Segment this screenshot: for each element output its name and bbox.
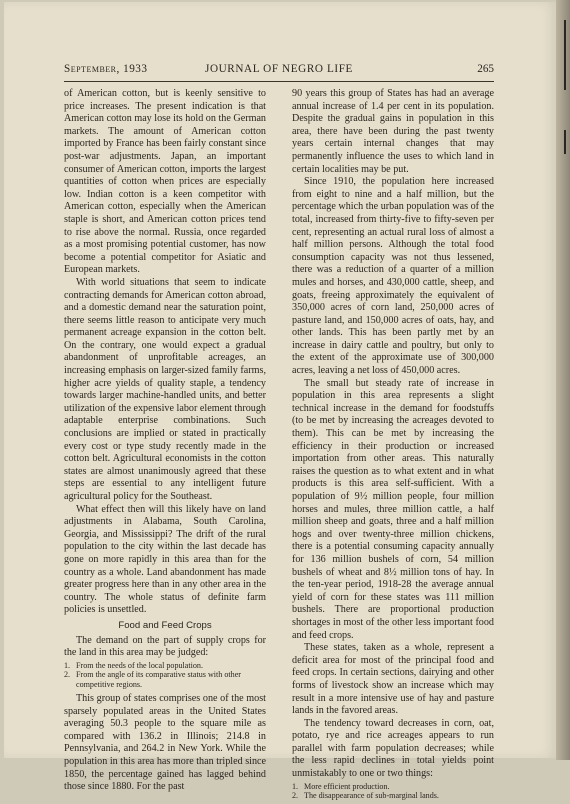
left-paragraph-2: With world situations that seem to indicate contracting demands for American cotton abroad, and a domestic demand near the saturation point, there seems little reason to anticipate very much permanent acreage expansion in the cotton belt. On the contrary, one would expect a gradual abandonment of unprofitable acreages, an increasing emphasis on larger-sized family farms, higher acre yields of quality staple, a tendency towards larger machine-handled units, and better utilization of the expensive labor element through adaptable enterprise combinations. Such conclusions are implied or stated in practically every cost or type study recently made in the cotton belt. Agricultural economists in the cotton states are almost unanimously agreed that these steps are essential to any intelligent future agricultural policy for the Southeast.	[64, 276, 266, 502]
page-number: 265	[477, 63, 494, 75]
journal-title: JOURNAL OF NEGRO LIFE	[205, 63, 353, 75]
right-numbered-list	[292, 782, 494, 801]
list-number: 2.	[292, 791, 299, 801]
page-binding-edge	[556, 0, 570, 760]
right-paragraph-2: Since 1910, the population here increased from eight to nine and a half million, but the percentage which the urban population was of the total, increased from thirty-five to fifty-seven per cent, representing an actual rural loss of almost a half million persons. Although the total food consumption capacity was not thus lessened, there was a reduction of a quarter of a million mules and horses, and 430,000 cattle, sheep, and goats, freeing approximately the equivalent of 350,000 acres of corn land, 250,000 acres of pasture land, and 150,000 acres of oats, hay, and other lands. This has been partly met by an increase in dairy cattle and poultry, but only to the extent of the approximate use of 300,000 acres, leaving a net loss of 450,000 acres.	[292, 176, 494, 377]
left-paragraph-1: of American cotton, but is keenly sensitive to price increases. The present indication is that American cotton may lose its hold on the German markets. The amount of American cotton imported by France has been fairly constant since post-war adjustments. Japan, an important consumer of American cotton, imports the largest quantities of cotton when prices are especially low. Indian cotton is a keen competitor with American cotton, especially when the American staple is short, and American cotton prices tend to rise above the normal. Russia, once regarded as a most promising potential customer, has now become a potential competitor for Asiatic and European markets.	[64, 88, 266, 276]
list-text: The disappearance of sub-marginal lands.	[304, 791, 439, 801]
list-number: 1.	[292, 781, 299, 791]
list-item	[292, 782, 494, 791]
list-text: From the angle of its comparative status with other competitive regions.	[76, 670, 241, 689]
journal-page	[4, 2, 556, 801]
list-item	[292, 791, 494, 800]
list-number: 2.	[64, 670, 71, 680]
header-rule	[64, 81, 494, 82]
list-item	[64, 670, 266, 689]
left-numbered-list	[64, 661, 266, 689]
running-head	[64, 63, 494, 77]
right-column	[292, 88, 494, 804]
left-paragraph-5: This group of states comprises one of the most sparsely populated areas in the United States averaging 50.3 people to the square mile as compared with 136.2 in Illinois; 214.8 in Pennsylvania, and 264.2 in New York. While the population in this area has more than tripled since 1850, the percentage gained has lagged behind those since 1880. For the past	[64, 692, 266, 793]
list-text: More efficient production.	[304, 781, 390, 791]
right-paragraph-4: These states, taken as a whole, represent a deficit area for most of the principal food and feed crops. In certain sections, dairying and other forms of livestock show an increase which may result in a more intensive use of hay and pasture lands in the favored areas.	[292, 642, 494, 717]
right-paragraph-1: 90 years this group of States has had an average annual increase of 1.4 per cent in its population. Despite the gradual gains in population in this area, there have been during the past twenty years certain internal changes that may permanently influence the uses to which land in certain localities may be put.	[292, 88, 494, 175]
section-heading: Food and Feed Crops	[118, 619, 212, 631]
list-text: From the needs of the local population.	[76, 660, 203, 670]
list-number: 1.	[64, 660, 71, 670]
left-paragraph-4: The demand on the part of supply crops for the land in this area may be judged:	[64, 634, 266, 659]
left-column	[64, 88, 266, 794]
header-month: September, 1933	[64, 63, 148, 75]
left-paragraph-3: What effect then will this likely have on land adjustments in Alabama, South Carolina, Georgia, and Mississippi? The drift of the rural population to the city within the last decade has gone on more rapidly in this area than for the country as a whole. Land abandonment has made greater progress here than in any other area in the country. The whole status of definite farm policies is unsettled.	[64, 503, 266, 616]
right-paragraph-5: The tendency toward decreases in corn, oat, potato, rye and rice acreages appears to run parallel with farm population decreases; while the less rapid declines in total yields point unmistakably to one or two things:	[292, 717, 494, 780]
edge-mark	[564, 20, 566, 90]
list-item	[64, 661, 266, 670]
edge-mark	[564, 130, 566, 154]
right-paragraph-3: The small but steady rate of increase in population in this area represents a slight technical increase in the demand for foodstuffs (to be met by increasing the acreages devoted to them). This can be met by increasing the efficiency in their production or increased importation from other areas. This naturally raises the question as to what extent and in what products is this area self-sufficient. With a population of 9½ million people, four million horses and mules, three million cattle, a half million sheep and goats, three and a half million hogs and over twenty-three million chickens, there is a potential consuming capacity annually for 136 million bushels of corn, 54 million bushels of wheat and 8½ million tons of hay. In the ten-year period, 1918-28 the average annual yield of corn for these states was 111 million bushels. There are proportional production shortages in most of the other less important food and feed crops.	[292, 377, 494, 641]
